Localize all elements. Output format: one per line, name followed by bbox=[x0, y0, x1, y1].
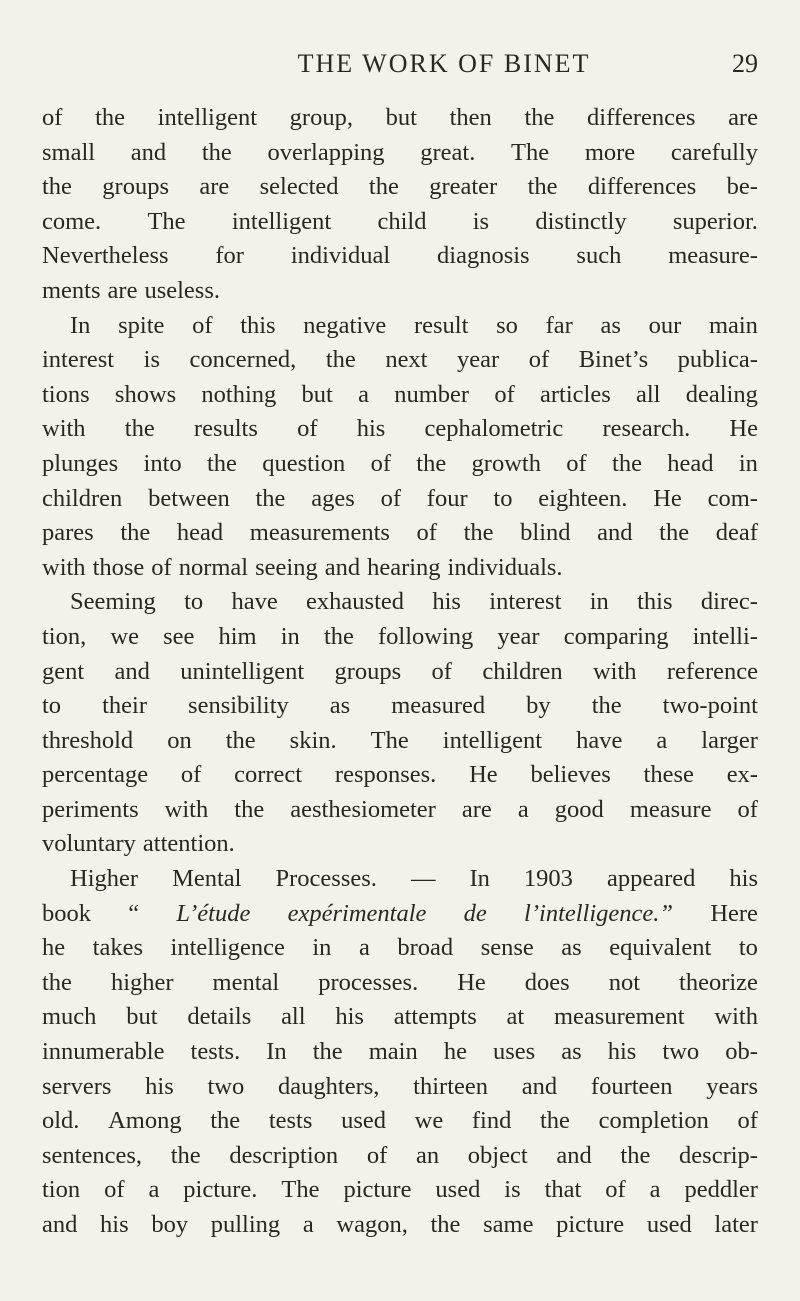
text-line: Higher Mental Processes. — In 1903 appeared his bbox=[70, 865, 758, 893]
page-header-title: THE WORK OF BINET bbox=[297, 49, 591, 78]
running-head bbox=[130, 44, 758, 84]
body-text bbox=[42, 101, 758, 1243]
text-line: book “ L’étude expérimentale de l’intelligence.” Here bbox=[42, 899, 758, 927]
text-line: small and the overlapping great. The more carefully bbox=[42, 138, 758, 166]
text-line: plunges into the question of the growth of the head in bbox=[42, 449, 758, 477]
text-line: pares the head measurements of the blind and the deaf bbox=[42, 519, 758, 547]
text-line: with those of normal seeing and hearing individuals. bbox=[42, 553, 563, 581]
text-line: gent and unintelligent groups of children with reference bbox=[42, 657, 758, 685]
text-line: tions shows nothing but a number of articles all dealing bbox=[42, 380, 758, 408]
text-line: sentences, the description of an object and the descrip- bbox=[42, 1141, 758, 1169]
text-line: innumerable tests. In the main he uses as his two ob- bbox=[42, 1038, 758, 1066]
text-line: old. Among the tests used we find the completion of bbox=[42, 1107, 758, 1135]
text-line: much but details all his attempts at measurement with bbox=[42, 1003, 758, 1031]
text-line: In spite of this negative result so far as our main bbox=[70, 311, 758, 339]
text-line: tion, we see him in the following year comparing intelli- bbox=[42, 622, 758, 650]
text-line: voluntary attention. bbox=[42, 830, 235, 858]
text-line: of the intelligent group, but then the differences are bbox=[42, 104, 758, 131]
text-line: ments are useless. bbox=[42, 276, 220, 304]
text-line: with the results of his cephalometric research. He bbox=[42, 415, 758, 443]
text-line: tion of a picture. The picture used is that of a peddler bbox=[42, 1176, 758, 1204]
text-line: periments with the aesthesiometer are a good measure of bbox=[42, 795, 758, 823]
text-line: Nevertheless for individual diagnosis such measure- bbox=[42, 242, 758, 270]
text-line: interest is concerned, the next year of Binet’s publica- bbox=[42, 346, 758, 374]
text-line: the higher mental processes. He does not theorize bbox=[42, 968, 758, 996]
text-line: threshold on the skin. The intelligent have a larger bbox=[42, 726, 758, 754]
text-line: come. The intelligent child is distinctly superior. bbox=[42, 207, 758, 235]
text-line: he takes intelligence in a broad sense as equivalent to bbox=[42, 934, 758, 962]
text-line: servers his two daughters, thirteen and fourteen years bbox=[42, 1072, 758, 1100]
page-number: 29 bbox=[732, 49, 758, 78]
text-line: percentage of correct responses. He believes these ex- bbox=[42, 761, 758, 789]
text-line: Seeming to have exhausted his interest in this direc- bbox=[70, 588, 758, 616]
text-line: the groups are selected the greater the differences be- bbox=[42, 173, 758, 201]
text-line: and his boy pulling a wagon, the same picture used later bbox=[42, 1211, 758, 1238]
text-line: children between the ages of four to eighteen. He com- bbox=[42, 484, 758, 512]
text-line: to their sensibility as measured by the two-point bbox=[42, 692, 758, 720]
